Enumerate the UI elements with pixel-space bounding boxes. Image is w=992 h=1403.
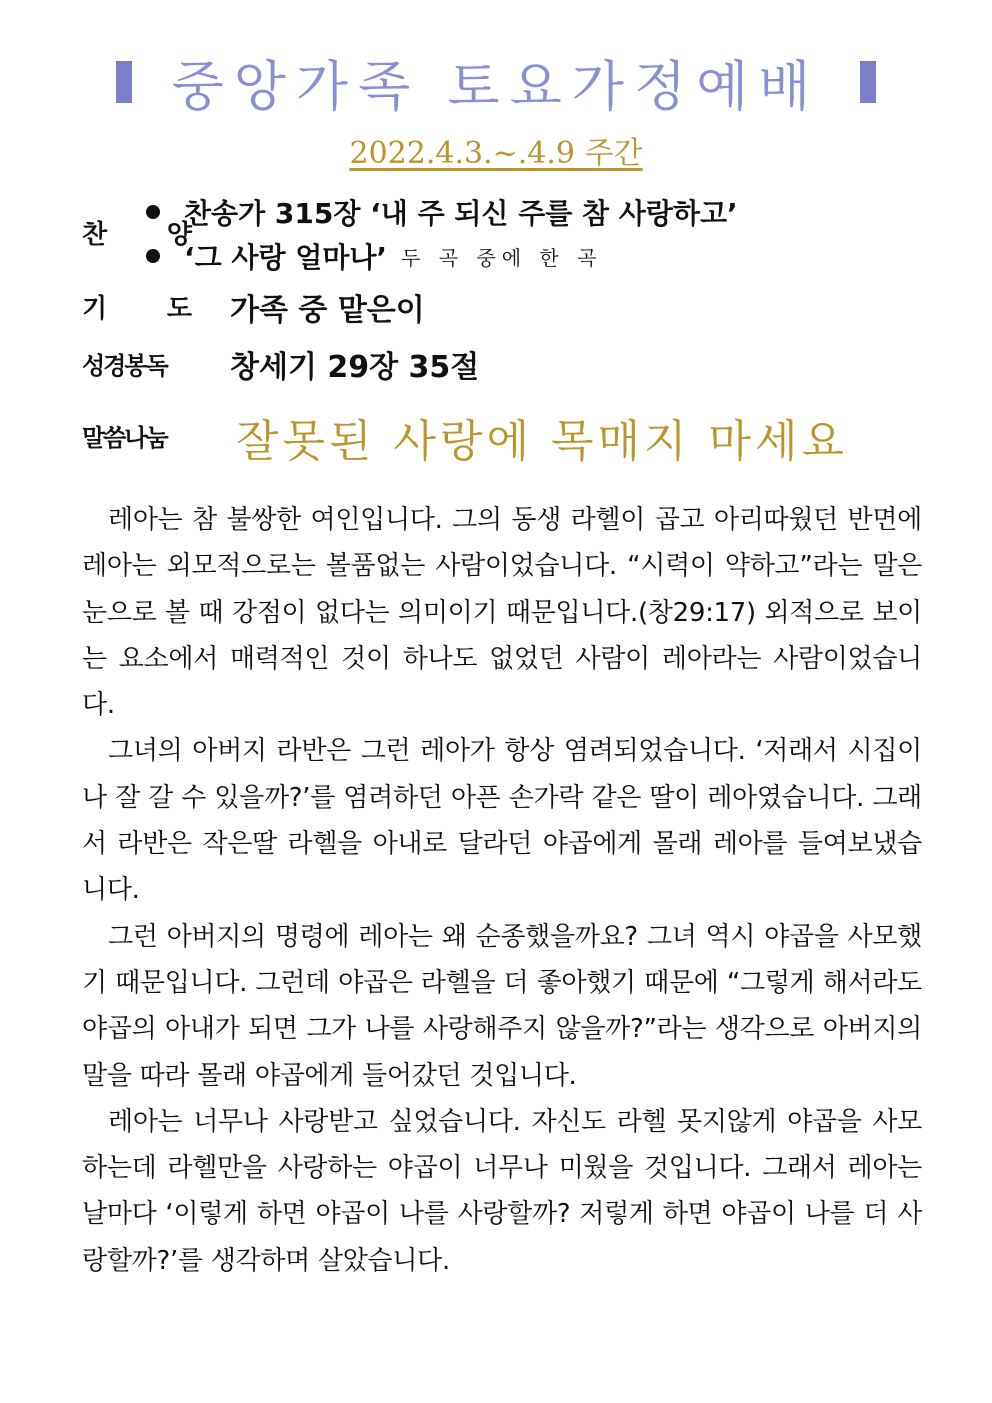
label-char: 도 — [166, 294, 192, 324]
hymn-line-1 — [146, 192, 738, 232]
body-paragraph: 그런 아버지의 명령에 레아는 왜 순종했을까요? 그녀 역시 야곱을 사모했기 때문입니다. 그런데 야곱은 라헬을 더 좋아했기 때문에 “그렇게 해서라도 야곱의 아내가 되면 그가 나를 사랑해주지 않을까?”라는 생각으로 아버지의 말을 따라 몰래 야곱에게 들어갔던 것입니다. — [82, 921, 922, 1091]
body-paragraph: 레아는 참 불쌍한 여인입니다. 그의 동생 라헬이 곱고 아리따웠던 반면에 레아는 외모적으로는 볼품없는 사람이었습니다. “시력이 약하고”라는 말은 눈으로 볼 때 강점이 없다는 의미이기 때문입니다.(창29:17) 외적으로 보이는 요소에서 매력적인 것이 하나도 없었던 사람이 레아라는 사람이었습니다. — [82, 505, 922, 721]
sermon-row — [82, 418, 192, 453]
label-char: 찬 — [82, 220, 108, 250]
sermon-label: 말씀나눔 — [82, 424, 167, 452]
week-range-text: 2022.4.3.~.4.9 주간 — [349, 136, 643, 171]
bullet-icon — [146, 249, 160, 263]
reading-row — [82, 346, 480, 385]
bullet-icon — [146, 205, 160, 219]
reading-label: 성경봉독 — [82, 352, 167, 380]
reading-value: 창세기 29장 35절 — [230, 349, 480, 385]
hymn-line-2-note: 두 곡 중에 한 곡 — [401, 245, 603, 270]
body-paragraph: 그녀의 아버지 라반은 그런 레아가 항상 염려되었습니다. ‘저래서 시집이나 잘 갈 수 있을까?’를 염려하던 아픈 손가락 같은 딸이 레아였습니다. 그래서 라반은 작은딸 라헬을 아내로 달라던 야곱에게 몰래 레아를 들여보냈습니다. — [82, 736, 922, 906]
title-left-bar — [116, 61, 132, 103]
hymn-line-2 — [146, 236, 602, 276]
title-right-bar — [860, 61, 876, 103]
hymn-line-2-text: ‘그 사랑 얼마나’ — [184, 241, 388, 274]
prayer-row — [82, 288, 425, 328]
prayer-label — [82, 288, 192, 325]
sermon-body — [82, 497, 922, 1284]
label-char: 기 — [82, 294, 108, 324]
body-paragraph: 레아는 너무나 사랑받고 싶었습니다. 자신도 라헬 못지않게 야곱을 사모하는데 라헬만을 사랑하는 야곱이 너무나 미웠을 것입니다. 그래서 레아는 날마다 ‘이렇게 하면 야곱이 나를 사랑할까? 저렇게 하면 야곱이 나를 더 사랑할까?’를 생각하며 살았습니다. — [82, 1106, 922, 1276]
prayer-value: 가족 중 맡은이 — [230, 292, 425, 328]
sermon-title: 잘못된 사랑에 목매지 마세요 — [236, 416, 849, 467]
week-range — [0, 128, 992, 172]
page-title: 중앙가족 토요가정예배 — [171, 54, 821, 118]
label-char: 양 — [166, 220, 192, 250]
page-header — [0, 42, 992, 122]
hymn-line-1-text: 찬송가 315장 ‘내 주 되신 주를 참 사랑하고’ — [184, 197, 738, 230]
